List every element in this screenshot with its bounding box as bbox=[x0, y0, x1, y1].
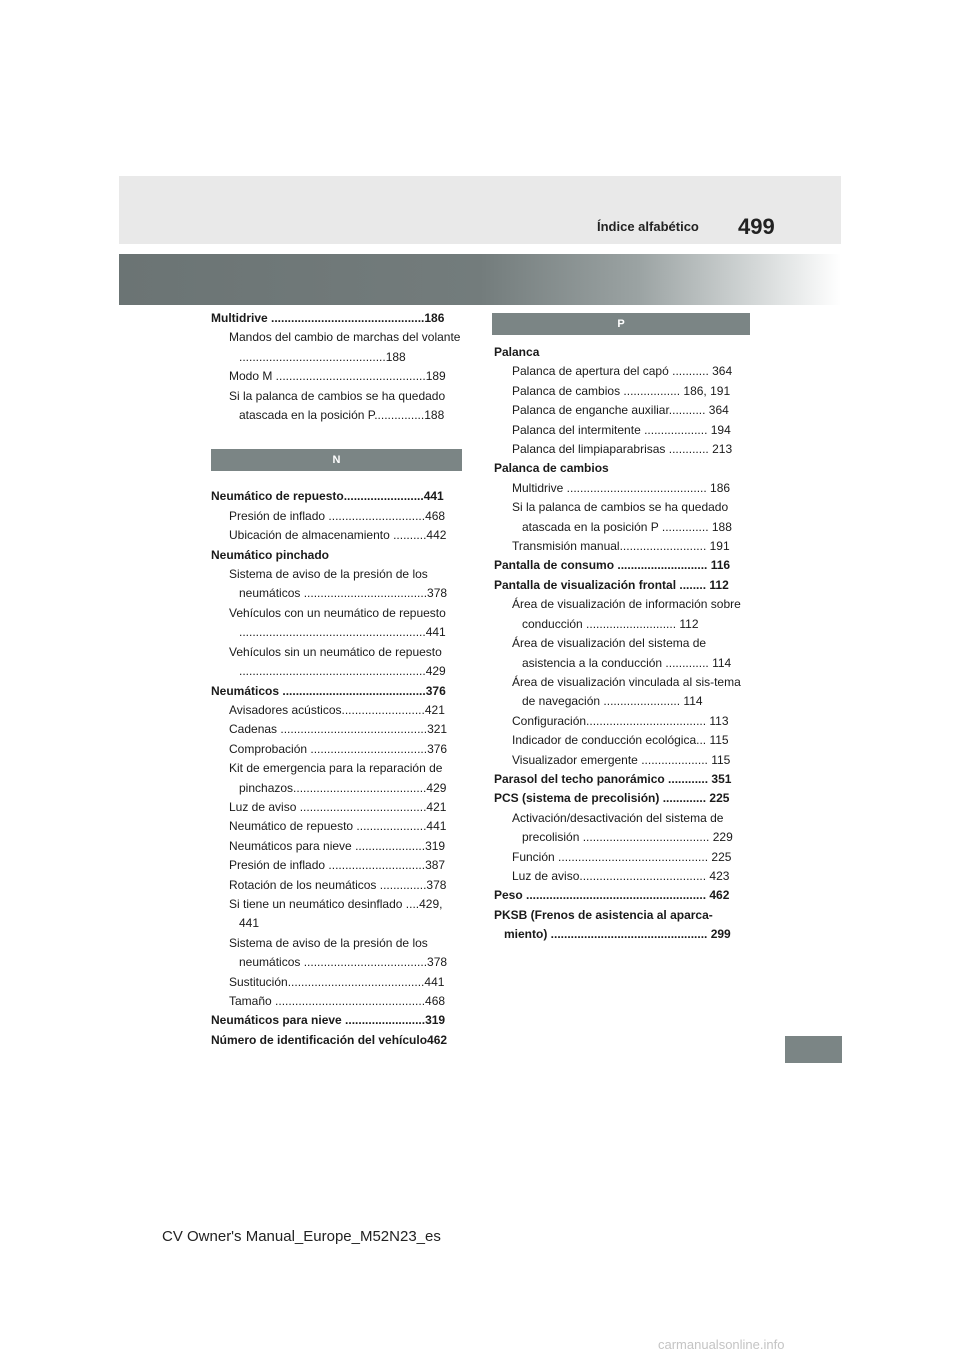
index-subentry: Neumático de repuesto .....................441 bbox=[229, 819, 447, 834]
section-title: Índice alfabético bbox=[597, 219, 699, 234]
index-subentry: Comprobación ...................................376 bbox=[229, 741, 448, 756]
index-subentry: Luz de aviso ......................................421 bbox=[229, 799, 447, 814]
index-subentry: Presión de inflado .............................468 bbox=[229, 508, 446, 523]
index-subentry: Multidrive .......................................... 186 bbox=[512, 480, 731, 495]
index-subentry: Mandos del cambio de marchas del volante ............................................188 bbox=[229, 330, 461, 364]
index-subentry: Configuración.................................... 113 bbox=[512, 713, 729, 728]
index-subentry: Si tiene un neumático desinflado ....429, 441 bbox=[229, 896, 443, 931]
index-subentry: Ubicación de almacenamiento ..........442 bbox=[229, 528, 447, 543]
index-entry: Peso ...................................................... 462 bbox=[494, 888, 730, 903]
index-subentry: Kit de emergencia para la reparación de pinchazos........................................429 bbox=[229, 761, 447, 795]
index-subentry: Visualizador emergente .................... 115 bbox=[512, 752, 731, 767]
index-subentry: Palanca del limpiaparabrisas ............ 213 bbox=[512, 442, 733, 457]
index-entry: Neumático de repuesto........................441 bbox=[211, 489, 444, 504]
index-group-m bbox=[211, 309, 462, 425]
index-subentry: Avisadores acústicos.........................421 bbox=[229, 702, 445, 717]
index-subentry: Área de visualización de información sobre conducción ........................... 112 bbox=[512, 597, 741, 631]
index-entry: Número de identificación del vehículo462 bbox=[211, 1032, 448, 1047]
index-entry: Pantalla de consumo ........................... 116 bbox=[494, 558, 731, 573]
index-entry: PCS (sistema de precolisión) ............. 225 bbox=[494, 791, 730, 806]
index-subentry: Palanca de enganche auxiliar........... 364 bbox=[512, 403, 729, 418]
index-subentry: Rotación de los neumáticos ..............378 bbox=[229, 877, 447, 892]
index-subentry: Sustitución.........................................441 bbox=[229, 974, 445, 989]
index-entry: PKSB (Frenos de asistencia al aparca-miento) ............................................... 299 bbox=[494, 907, 731, 942]
footer-document-id: CV Owner's Manual_Europe_M52N23_es bbox=[162, 1228, 441, 1245]
header-gradient-bar bbox=[119, 254, 841, 305]
index-group-p bbox=[494, 343, 742, 945]
index-subentry: Vehículos sin un neumático de repuesto ........................................................429 bbox=[229, 644, 446, 679]
index-subentry: Sistema de aviso de la presión de los neumáticos .....................................378 bbox=[229, 567, 448, 601]
index-subentry: Cadenas ............................................321 bbox=[229, 722, 448, 737]
index-subentry: Palanca del intermitente ................... 194 bbox=[512, 422, 731, 437]
index-subentry: Transmisión manual.......................... 191 bbox=[512, 539, 730, 554]
index-subentry: Función ............................................. 225 bbox=[512, 849, 732, 864]
index-column-left bbox=[211, 309, 462, 1050]
index-subentry: Indicador de conducción ecológica... 115 bbox=[512, 733, 729, 748]
watermark-text: carmanualsonline.info bbox=[658, 1337, 785, 1352]
index-subentry: Sistema de aviso de la presión de los neumáticos .....................................378 bbox=[229, 935, 448, 970]
index-subentry: Vehículos con un neumático de repuesto ........................................................441 bbox=[229, 605, 446, 640]
index-subentry: Modo M .............................................189 bbox=[229, 369, 446, 384]
index-subentry: Si la palanca de cambios se ha quedado atascada en la posición P...............188 bbox=[229, 388, 446, 423]
index-entry: Neumáticos para nieve ........................319 bbox=[211, 1013, 446, 1028]
index-subentry: Palanca de cambios ................. 186, 191 bbox=[512, 383, 731, 398]
index-subentry: Palanca de apertura del capó ........... 364 bbox=[512, 364, 733, 379]
index-subentry: Luz de aviso...................................... 423 bbox=[512, 868, 730, 883]
letter-heading-n: N bbox=[211, 449, 462, 471]
index-subentry: Área de visualización del sistema de asistencia a la conducción ............. 114 bbox=[512, 636, 732, 670]
index-subentry: Presión de inflado .............................387 bbox=[229, 858, 446, 873]
header-band bbox=[119, 176, 841, 244]
index-entry: Neumáticos ...........................................376 bbox=[211, 683, 446, 698]
index-column-right bbox=[494, 343, 742, 945]
index-entry: Parasol del techo panorámico ............ 351 bbox=[494, 771, 732, 786]
index-entry: Palanca de cambios bbox=[494, 461, 609, 476]
index-entry: Multidrive ..............................................186 bbox=[211, 311, 445, 325]
index-subentry: Tamaño .............................................468 bbox=[229, 994, 446, 1008]
index-subentry: Activación/desactivación del sistema de precolisión ...................................... 229 bbox=[512, 810, 733, 845]
index-subentry: Neumáticos para nieve .....................319 bbox=[229, 838, 446, 853]
index-entry: Palanca bbox=[494, 345, 540, 359]
index-group-n bbox=[211, 487, 462, 1050]
letter-heading-p: P bbox=[492, 313, 750, 335]
page-number: 499 bbox=[738, 214, 775, 239]
index-subentry: Área de visualización vinculada al sis-tema de navegación ....................... 114 bbox=[512, 674, 741, 709]
chapter-side-tab bbox=[785, 1036, 842, 1063]
index-subentry: Si la palanca de cambios se ha quedado atascada en la posición P .............. 188 bbox=[512, 500, 732, 534]
index-entry: Pantalla de visualización frontal ........ 112 bbox=[494, 577, 729, 592]
index-entry: Neumático pinchado bbox=[211, 547, 330, 562]
